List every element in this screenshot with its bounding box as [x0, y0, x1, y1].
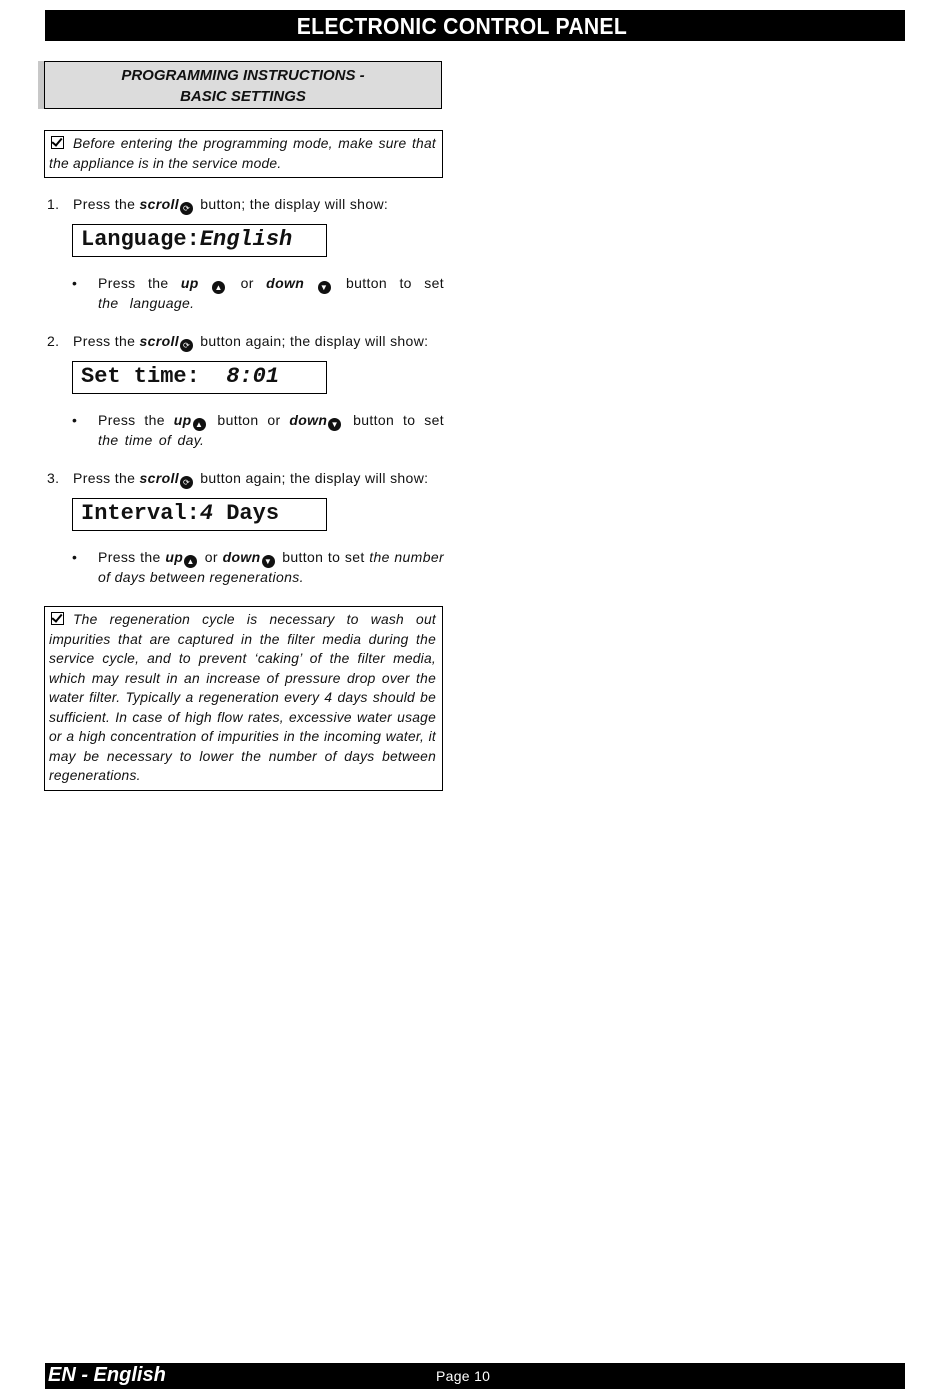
scroll-label: scroll	[139, 333, 179, 349]
bullet-dot: •	[72, 412, 78, 428]
bullet-italic: the number of days between regenerations.	[98, 549, 444, 585]
footer-language: EN - English	[48, 1364, 166, 1386]
bullet-text: button to set	[344, 412, 444, 428]
bullet-text: or	[228, 275, 267, 291]
down-label: down	[222, 549, 261, 565]
display-interval	[72, 498, 327, 531]
step-number: 3.	[47, 470, 60, 486]
up-label: up	[180, 275, 199, 291]
page-title: ELECTRONIC CONTROL PANEL	[296, 13, 627, 39]
scroll-label: scroll	[139, 196, 179, 212]
scroll-label: scroll	[139, 470, 179, 486]
bullet-italic: the time of day.	[98, 432, 205, 448]
bullet-text: button to set	[333, 275, 444, 291]
scroll-button-icon: ⟳	[180, 202, 193, 215]
bullet-text: button to set	[277, 549, 370, 565]
down-arrow-button-icon: ▼	[318, 281, 331, 294]
bullet-text: or	[200, 549, 223, 565]
step-text: button again; the display will show:	[195, 333, 429, 349]
section-title-line2: BASIC SETTINGS	[180, 88, 306, 105]
note-bottom	[44, 606, 443, 791]
up-arrow-button-icon: ▲	[212, 281, 225, 294]
display-label: Set time:	[81, 364, 227, 389]
up-label: up	[165, 549, 184, 565]
step-text: Press the	[73, 470, 140, 486]
scroll-button-icon: ⟳	[180, 476, 193, 489]
bullet-text: button or	[208, 412, 290, 428]
section-title-box	[44, 61, 442, 109]
page-number: Page 10	[436, 1368, 491, 1384]
step-text: Press the	[73, 333, 140, 349]
note-top	[44, 130, 443, 178]
display-time	[72, 361, 327, 394]
bullet-2	[72, 411, 444, 451]
up-arrow-button-icon: ▲	[184, 555, 197, 568]
header-bar	[45, 10, 905, 41]
step-text: Press the	[73, 196, 140, 212]
step-number: 1.	[47, 196, 60, 212]
step-1	[47, 196, 447, 215]
down-label: down	[289, 412, 328, 428]
bullet-text: Press the	[98, 412, 174, 428]
display-label: Language:	[81, 227, 200, 252]
down-arrow-button-icon: ▼	[262, 555, 275, 568]
step-number: 2.	[47, 333, 60, 349]
display-suffix: Days	[213, 501, 280, 526]
display-value: 4	[199, 501, 214, 526]
step-2	[47, 333, 447, 352]
display-value: 8:01	[226, 364, 280, 389]
checkbox-icon	[51, 136, 64, 149]
bullet-dot: •	[72, 275, 78, 291]
display-language	[72, 224, 327, 257]
note-top-text: Before entering the programming mode, make sure that the appliance is in the service mode.	[49, 136, 436, 171]
down-label: down	[266, 275, 305, 291]
footer-bar	[45, 1363, 905, 1389]
note-bottom-text: The regeneration cycle is necessary to wash out impurities that are captured in the filter media during the service cycle, and to prevent ‘caking’ of the filter media, which may result in an increase of pressure drop over the water filter. Typically a regeneration every 4 days should be sufficient. In case of high flow rates, excessive water usage or a high concentration of impurities in the incoming water, it may be necessary to lower the number of days between regenerations.	[49, 612, 436, 783]
up-label: up	[173, 412, 192, 428]
checkbox-icon	[51, 612, 64, 625]
bullet-italic: the language.	[98, 295, 195, 311]
bullet-dot: •	[72, 549, 78, 565]
display-value: English	[199, 227, 293, 252]
bullet-3	[72, 548, 444, 588]
section-title-line1: PROGRAMMING INSTRUCTIONS -	[121, 67, 365, 84]
step-3	[47, 470, 447, 489]
bullet-1	[72, 274, 444, 314]
up-arrow-button-icon: ▲	[193, 418, 206, 431]
display-label: Interval:	[81, 501, 200, 526]
bullet-text: Press the	[98, 275, 181, 291]
down-arrow-button-icon: ▼	[328, 418, 341, 431]
step-text: button again; the display will show:	[195, 470, 429, 486]
bullet-text: Press the	[98, 549, 166, 565]
scroll-button-icon: ⟳	[180, 339, 193, 352]
step-text: button; the display will show:	[195, 196, 389, 212]
